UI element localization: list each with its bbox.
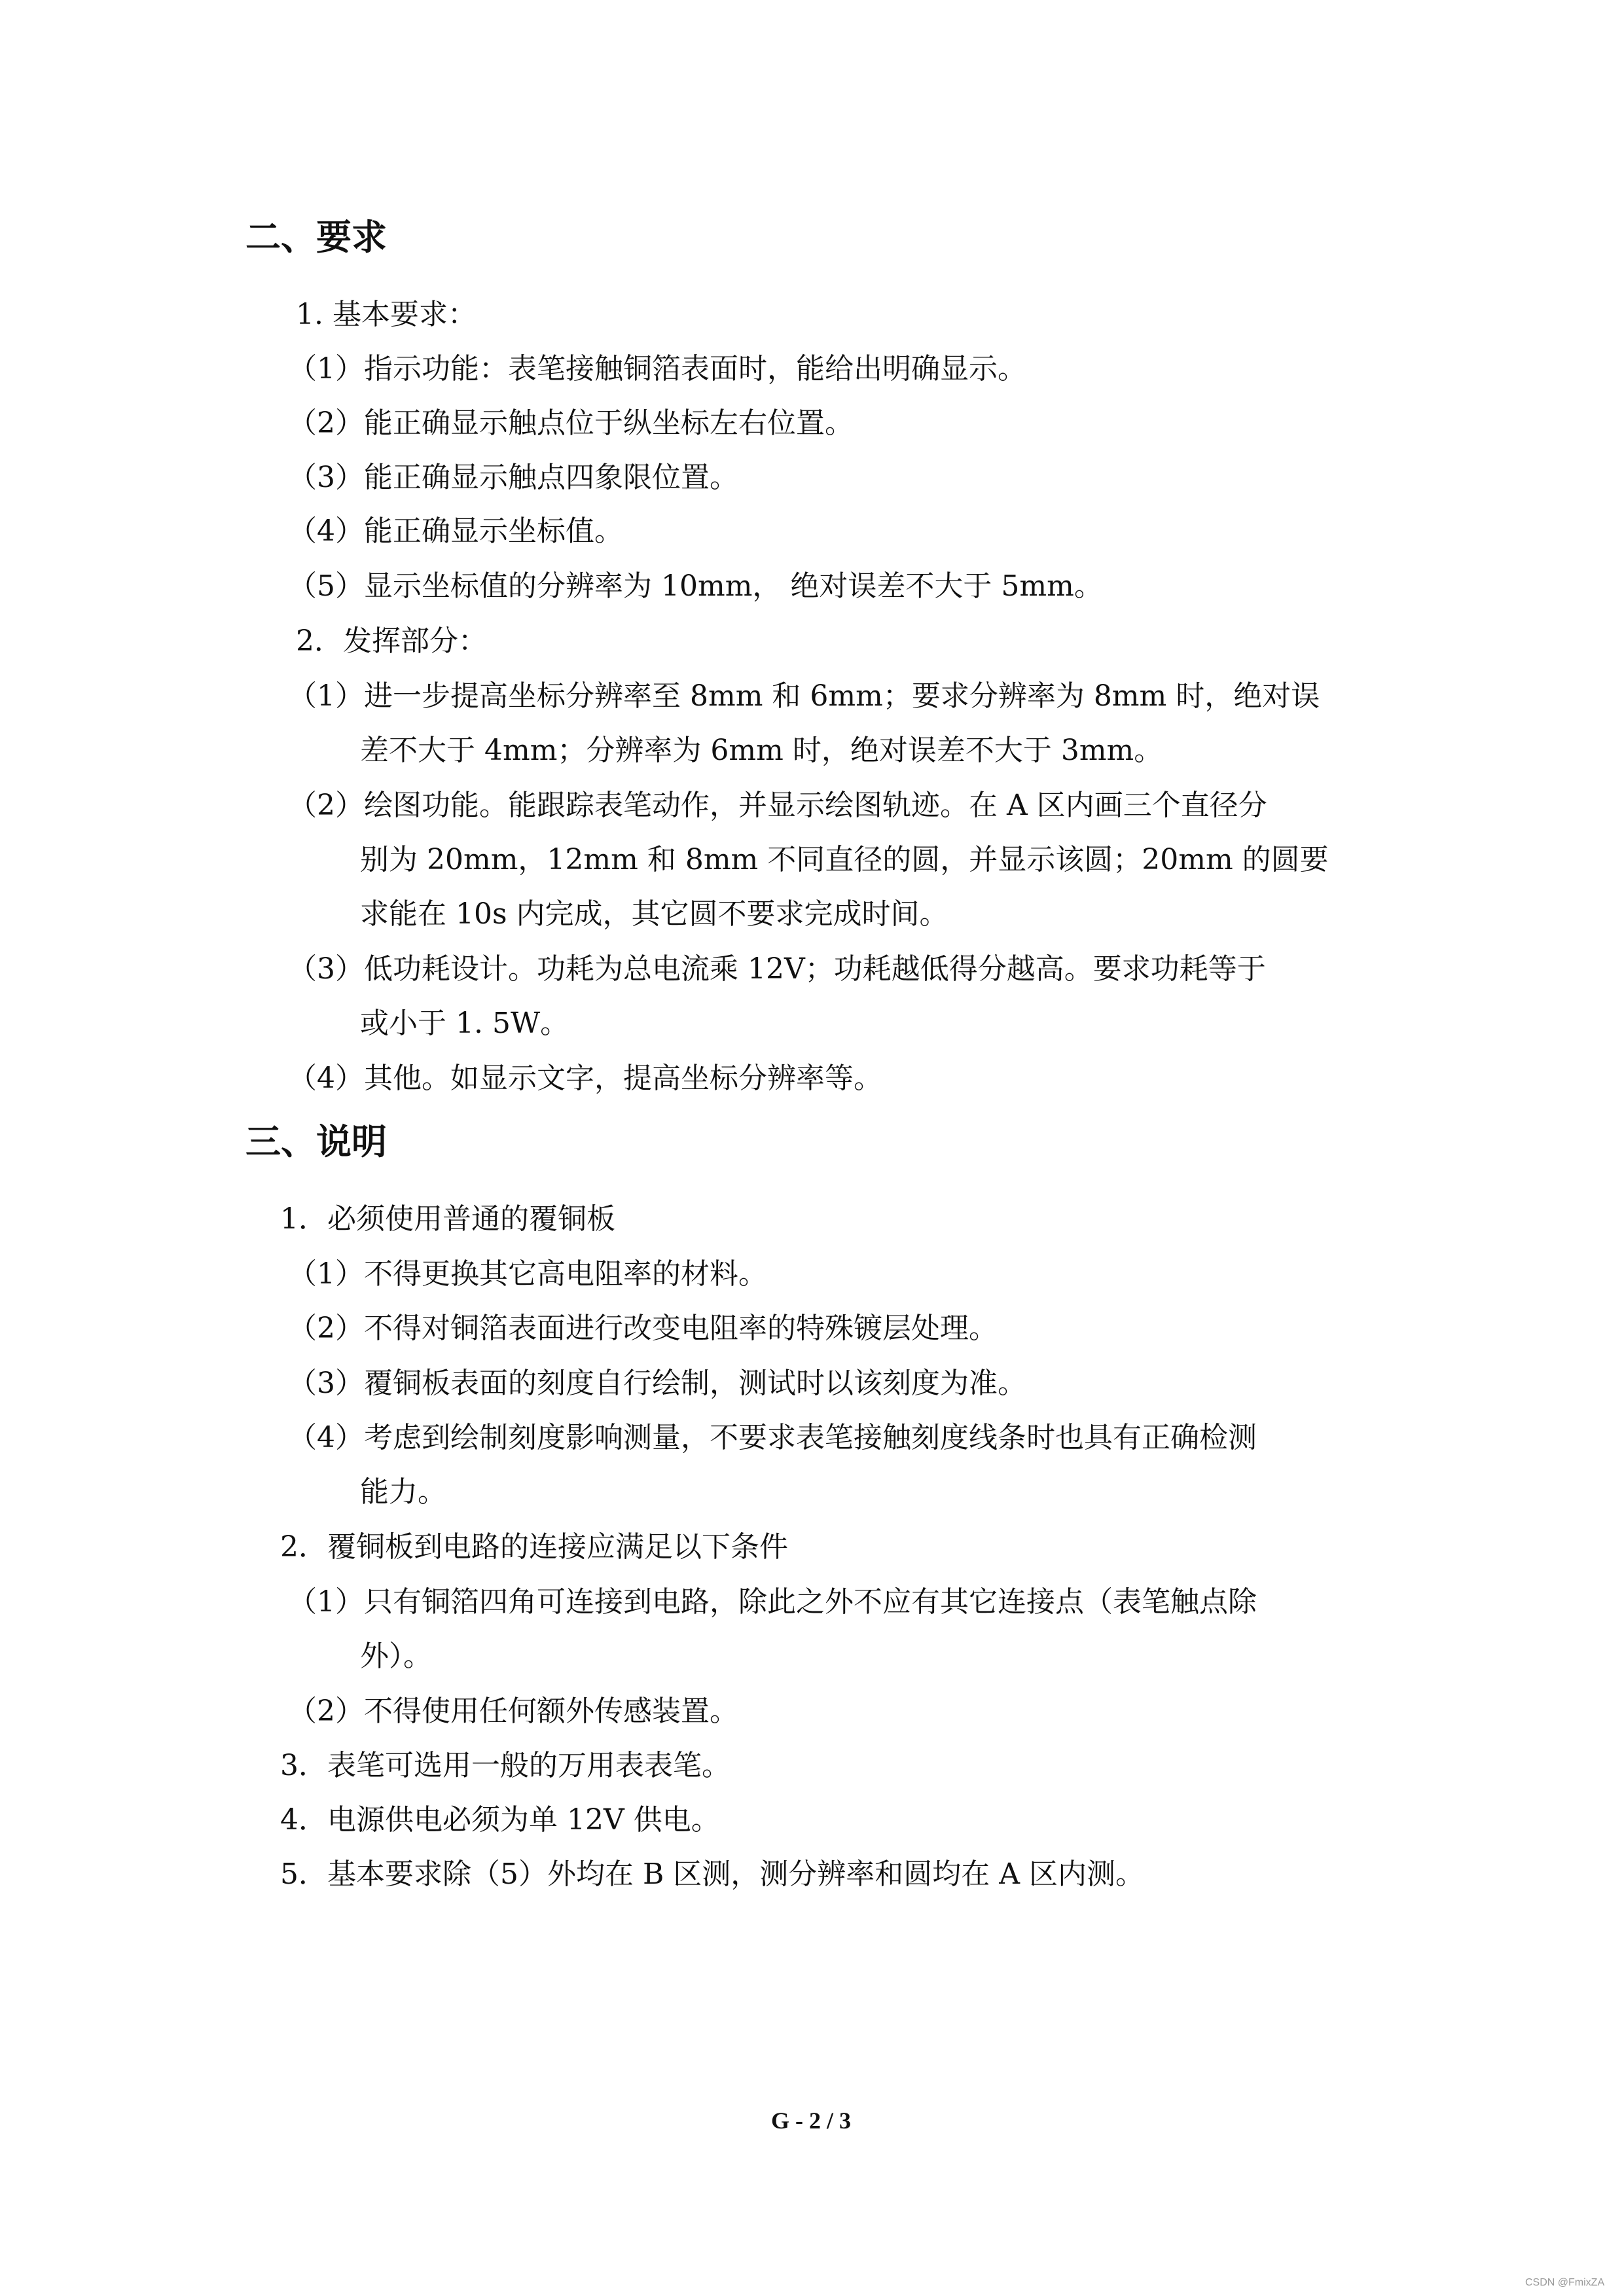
notes-item-2-sub-2: （2）不得使用任何额外传感装置。: [288, 1695, 738, 1728]
advanced-item-2: （2）绘图功能。能跟踪表笔动作，并显示绘图轨迹。在 A 区内画三个直径分: [288, 789, 1267, 822]
watermark: CSDN @FmixZA: [1525, 2277, 1605, 2288]
notes-item-4: 4．电源供电必须为单 12V 供电。: [280, 1803, 720, 1837]
basic-requirements-title: 1. 基本要求：: [296, 298, 477, 331]
section-heading-notes: 三、说明: [245, 1121, 387, 1162]
notes-item-2-title: 2．覆铜板到电路的连接应满足以下条件: [280, 1530, 788, 1564]
page-number: G - 2 / 3: [771, 2108, 851, 2134]
advanced-item-1: （1）进一步提高坐标分辨率至 8mm 和 6mm；要求分辨率为 8mm 时，绝对误: [288, 679, 1320, 713]
notes-item-1-sub-3: （3）覆铜板表面的刻度自行绘制，测试时以该刻度为准。: [288, 1367, 1026, 1400]
basic-item-4: （4）能正确显示坐标值。: [288, 514, 623, 548]
section-heading-requirements: 二、要求: [245, 217, 387, 258]
notes-item-3: 3．表笔可选用一般的万用表表笔。: [280, 1749, 731, 1782]
basic-item-3: （3）能正确显示触点四象限位置。: [288, 461, 738, 494]
notes-item-1-sub-4-cont: 能力。: [360, 1475, 446, 1509]
notes-item-1-sub-2: （2）不得对铜箔表面进行改变电阻率的特殊镀层处理。: [288, 1312, 998, 1345]
notes-item-2-sub-1-cont: 外）。: [360, 1640, 432, 1673]
advanced-item-2-cont-1: 别为 20mm，12mm 和 8mm 不同直径的圆，并显示该圆；20mm 的圆要: [360, 843, 1329, 876]
notes-item-1-title: 1．必须使用普通的覆铜板: [280, 1202, 615, 1236]
basic-item-5: （5）显示坐标值的分辨率为 10mm， 绝对误差不大于 5mm。: [288, 569, 1103, 603]
notes-item-2-sub-1: （1）只有铜箔四角可连接到电路，除此之外不应有其它连接点（表笔触点除: [288, 1585, 1257, 1619]
notes-item-1-sub-4: （4）考虑到绘制刻度影响测量，不要求表笔接触刻度线条时也具有正确检测: [288, 1421, 1257, 1454]
basic-item-2: （2）能正确显示触点位于纵坐标左右位置。: [288, 406, 854, 440]
advanced-item-3-cont: 或小于 1. 5W。: [360, 1007, 569, 1040]
advanced-item-4: （4）其他。如显示文字，提高坐标分辨率等。: [288, 1062, 882, 1095]
advanced-item-2-cont-2: 求能在 10s 内完成，其它圆不要求完成时间。: [360, 897, 948, 931]
advanced-item-3: （3）低功耗设计。功耗为总电流乘 12V；功耗越低得分越高。要求功耗等于: [288, 952, 1266, 986]
notes-item-5: 5．基本要求除（5）外均在 B 区测，测分辨率和圆均在 A 区内测。: [280, 1857, 1145, 1891]
basic-item-1: （1）指示功能：表笔接触铜箔表面时，能给出明确显示。: [288, 352, 1026, 386]
advanced-item-1-cont: 差不大于 4mm；分辨率为 6mm 时，绝对误差不大于 3mm。: [360, 734, 1163, 767]
advanced-title: 2．发挥部分：: [296, 624, 487, 658]
notes-item-1-sub-1: （1）不得更换其它高电阻率的材料。: [288, 1257, 767, 1291]
